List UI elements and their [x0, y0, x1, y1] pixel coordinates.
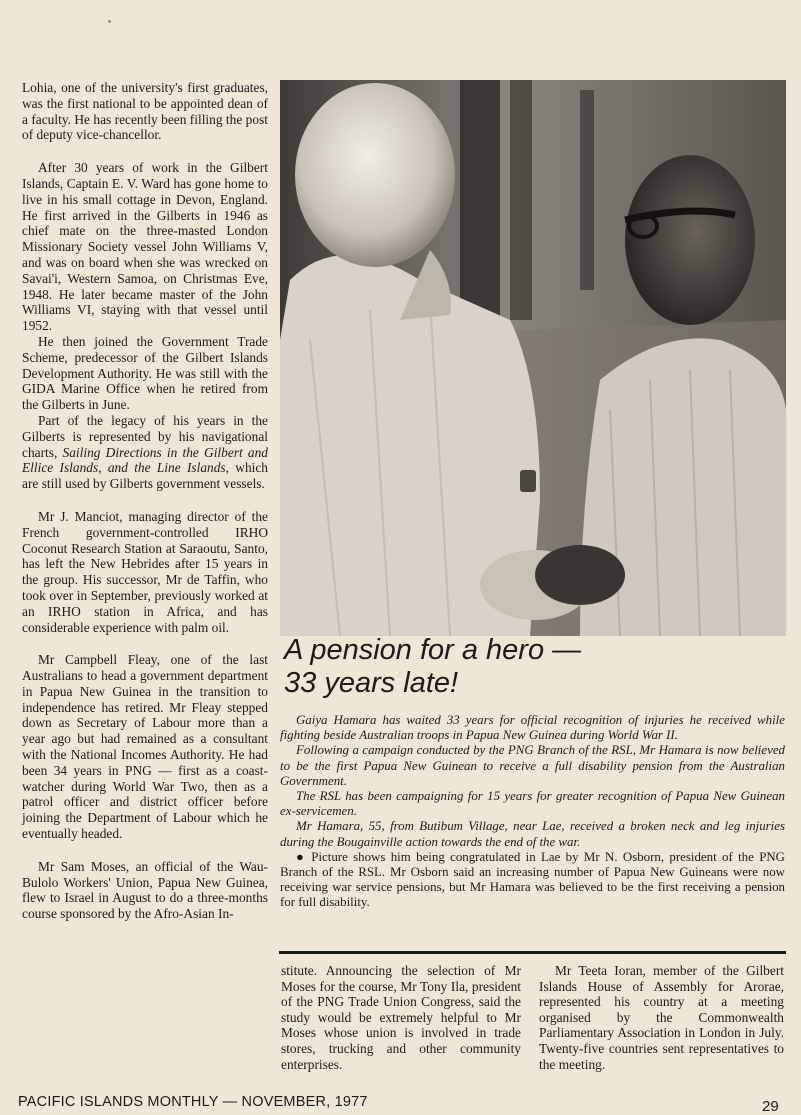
- middle-column: [281, 963, 521, 1072]
- article-body: [280, 713, 785, 911]
- rsl-paragraph: The RSL has been campaigning for 15 years for greater recognition of Papua New Guinean ex-servicemen.: [280, 789, 785, 819]
- paragraph-lohia: Lohia, one of the university's first graduates, was the first national to be appointed dean of a faculty. He has recently been filling the post of deputy vice-chancellor.: [22, 80, 268, 143]
- speck: [108, 20, 111, 23]
- paragraph-ward-trade-scheme: He then joined the Government Trade Scheme, predecessor of the Gilbert Islands Development Authority. He was still with the GIDA Marine Office when he retired from the Gilberts in June.: [22, 333, 268, 413]
- page-footer-masthead: PACIFIC ISLANDS MONTHLY — NOVEMBER, 1977: [18, 1094, 368, 1110]
- paragraph-ioran: Mr Teeta Ioran, member of the Gilbert Islands House of Assembly for Arorae, represented his country at a meeting organised by the Commonwealth Parliamentary Association in London in July. Twenty-five countries sent representatives to the meeting.: [539, 963, 784, 1072]
- left-column: [22, 80, 268, 922]
- legacy-text-a: Part of the legacy of his years in the Gilberts is represented by his navigational charts,: [22, 412, 268, 460]
- paragraph-manciot: Mr J. Manciot, managing director of the French government-controlled IRHO Coconut Research Station at Saraoutu, Santo, has left the New Hebrides after 15 years in the group. His successor, Mr de Taffin, who took over in September, previously worked at an IRHO station in Africa, and has considerable experience with palm oil.: [22, 508, 268, 635]
- injury-paragraph: Mr Hamara, 55, from Butibum Village, near Lae, received a broken neck and leg injuries during the Bougainville action towards the end of the war.: [280, 819, 785, 849]
- paragraph-moses-continued: stitute. Announcing the selection of Mr Moses for the course, Mr Tony Ila, president of the PNG Trade Union Congress, said the study would be extremely helpful to Mr Moses whose union is involved in trade stores, trucking and other community enterprises.: [281, 963, 521, 1072]
- news-photo: [280, 80, 786, 636]
- paragraph-fleay: Mr Campbell Fleay, one of the last Australians to head a government department in Papua New Guinea in the transition to independence has retired. Mr Fleay stepped down as Secretary of Labour more than a year ago but had remained as a consultant with the National Incomes Authority. He had been 34 years in PNG — first as a coast-watcher during World War Two, then as a patrol officer and district officer before joining the Department of Labour which he eventually headed.: [22, 652, 268, 842]
- bullet-icon: ●: [296, 849, 306, 864]
- right-column: [539, 963, 784, 1072]
- paragraph-ward-legacy: [22, 413, 268, 492]
- section-divider: [279, 951, 786, 954]
- intro-paragraph: Gaiya Hamara has waited 33 years for official recognition of injuries he received while fighting beside Australian troops in Papua New Guinea during World War II.: [280, 713, 785, 743]
- caption-paragraph: [280, 850, 785, 911]
- book-title: Sailing Directions in the Gilbert and Ellice Islands, and the Line Islands: [22, 444, 268, 476]
- article-headline: [284, 634, 784, 700]
- headline-line-1: A pension for a hero —: [284, 634, 582, 666]
- paragraph-moses: Mr Sam Moses, an official of the Wau-Bulolo Workers' Union, Papua New Guinea, flew to Israel in August to do a three-months course sponsored by the Afro-Asian In-: [22, 858, 268, 922]
- paragraph-ward: After 30 years of work in the Gilbert Islands, Captain E. V. Ward has gone home to live in his small cottage in Devon, England. He first arrived in the Gilberts in 1946 as chief mate on the three-masted London Missionary Society vessel John Williams V, and was on board when she was wrecked on Savai'i, Western Samoa, on Christmas Eve, 1948. He later became master of the John Williams VI, staying with that vessel until 1952.: [22, 160, 268, 334]
- photo-illustration: [280, 80, 786, 636]
- headline-line-2: 33 years late!: [284, 667, 459, 699]
- page-number: 29: [762, 1098, 779, 1115]
- legacy-text-b: , which are still used by Gilberts government vessels.: [22, 460, 268, 492]
- campaign-paragraph: Following a campaign conducted by the PNG Branch of the RSL, Mr Hamara is now believed to be the first Papua New Guinean to receive a full disability pension from the Australian Government.: [280, 743, 785, 788]
- caption-text: Picture shows him being congratulated in Lae by Mr N. Osborn, president of the PNG Branch of the RSL. Mr Osborn said an increasing number of Papua New Guineans were now receiving war service pensions, but Mr Hamara was believed to be the first receiving a pension for full disability.: [280, 849, 785, 910]
